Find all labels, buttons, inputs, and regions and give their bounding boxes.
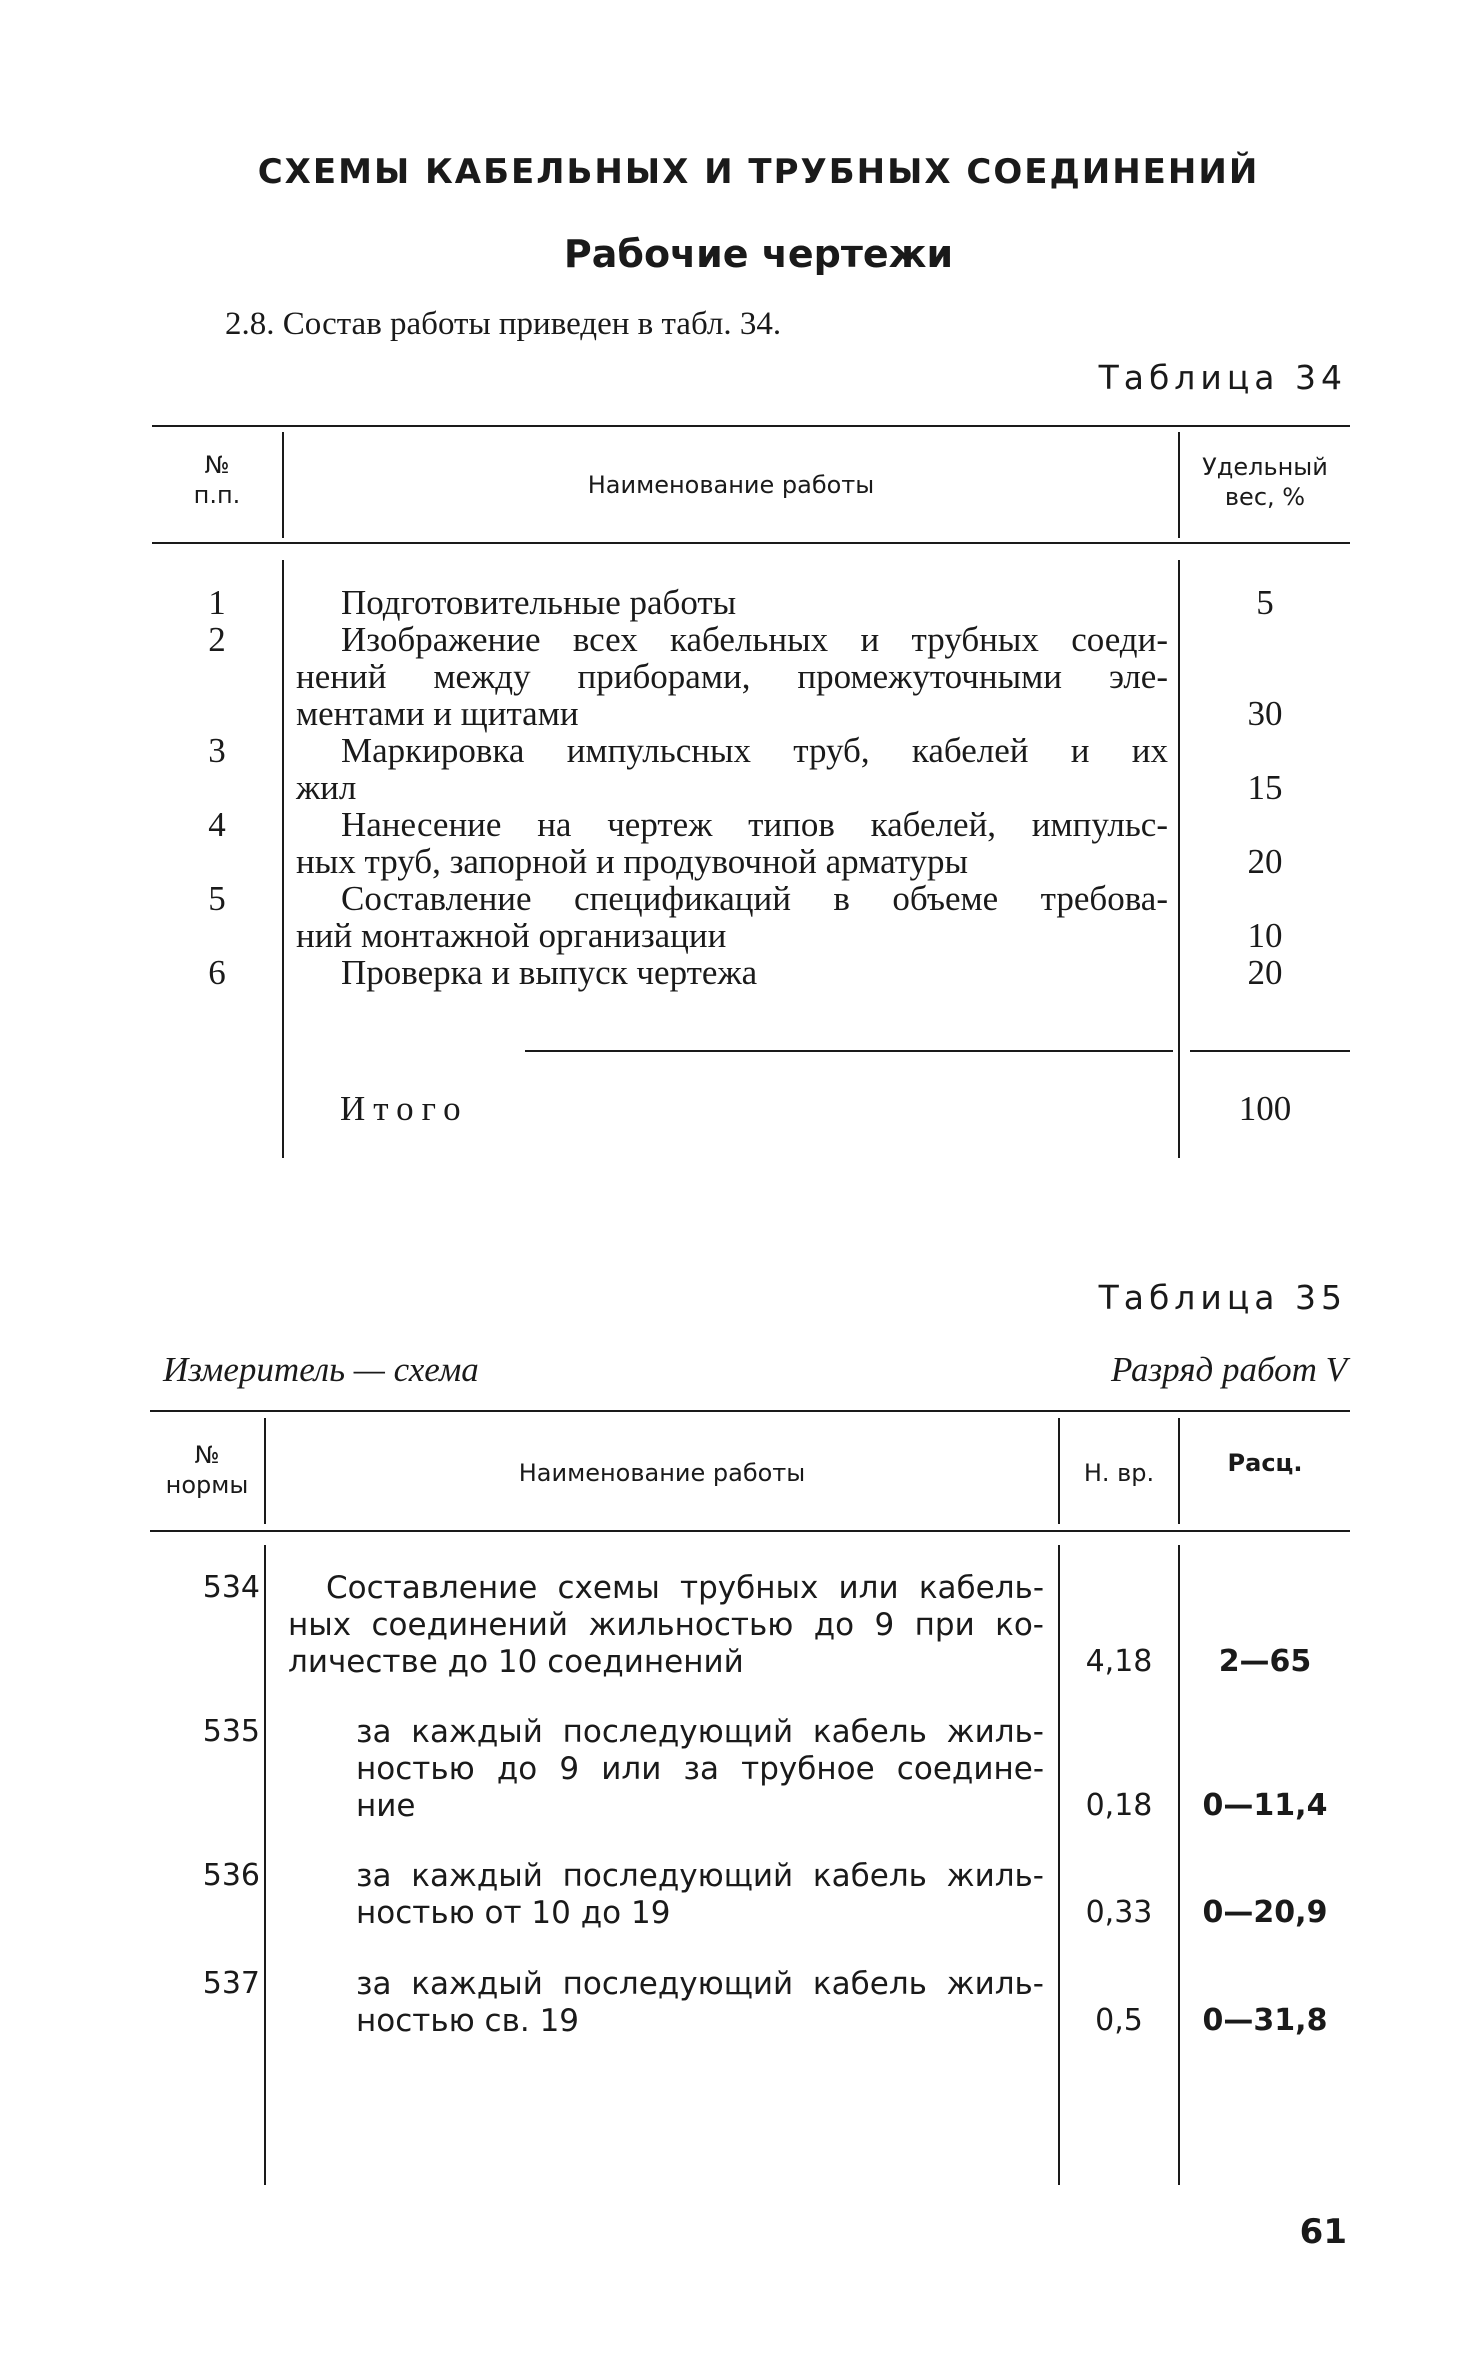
table35-header-time: Н. вр. (1083, 1459, 1155, 1487)
table35-body-divider (1058, 1545, 1060, 2185)
table34-top-rule (152, 425, 1350, 427)
table34-header-rule (152, 542, 1350, 544)
table34-row-num: 3 (208, 731, 226, 770)
table35-header-rate: Расц. (1227, 1449, 1303, 1477)
table34-row-text: Проверка и выпуск чертежа (341, 953, 758, 992)
table35-header-rule (150, 1530, 1350, 1532)
table34-row-text: ний монтажной организации (296, 916, 727, 955)
table34-body-divider (282, 560, 284, 1158)
table34-row-text: ных труб, запорной и продувочной арматуры (296, 842, 969, 881)
table34-row-weight: 10 (1247, 916, 1283, 955)
table35-row-rate: 2—65 (1218, 1644, 1312, 1679)
page-subheading: Рабочие чертежи (563, 232, 954, 276)
table34-row-weight: 30 (1247, 694, 1283, 733)
table35-row-text: за каждый последующий кабель жиль- ностью до 9 или за трубное соедине- ние (356, 1714, 1044, 1824)
table35-row-num: 534 (202, 1570, 260, 1605)
table35-row-num: 537 (202, 1966, 260, 2001)
table34-total-rule (1190, 1050, 1350, 1052)
table35-row-num: 536 (202, 1858, 260, 1893)
table34-row-weight: 20 (1247, 842, 1283, 881)
table34-row-text: Подготовительные работы (341, 583, 737, 622)
table34-row-weight: 5 (1256, 583, 1274, 622)
table35-row-text: за каждый последующий кабель жиль- ностью от 10 до 19 (356, 1858, 1044, 1931)
table34-header-name: Наименование работы (587, 471, 875, 499)
table34-row-text: жил (296, 768, 357, 807)
table34-row-text: Нанесение на чертеж типов кабелей, импульс- (341, 805, 1168, 844)
table34-header-weight: Удельный вес, % (1202, 453, 1328, 511)
table34-header-num: № п.п. (193, 451, 241, 509)
table35-measure: Измеритель — схема (163, 1350, 479, 1389)
table34-row-text: Составление спецификаций в объеме требова- (341, 879, 1168, 918)
table35-top-rule (150, 1410, 1350, 1412)
table35-header-num: № нормы (165, 1441, 249, 1499)
table34-row-num: 4 (208, 805, 226, 844)
table35-row-text: Составление схемы трубных или кабель- ных соединений жильностью до 9 при ко- личестве до 10 соединений (288, 1570, 1044, 1680)
table34-row-num: 1 (208, 583, 226, 622)
table34-total-rule (525, 1050, 1173, 1052)
table34-row-text: Маркировка импульсных труб, кабелей и их (341, 731, 1168, 770)
page-number: 61 (1299, 2212, 1347, 2252)
table34-row-num: 6 (208, 953, 226, 992)
table34-total-value: 100 (1238, 1089, 1292, 1128)
table35-body-divider (1178, 1545, 1180, 2185)
table34-row-num: 5 (208, 879, 226, 918)
table35-row-text: за каждый последующий кабель жиль- ностью св. 19 (356, 1966, 1044, 2039)
table34-row-text: Изображение всех кабельных и трубных соеди- (341, 620, 1168, 659)
intro-paragraph: 2.8. Состав работы приведен в табл. 34. (225, 306, 782, 342)
table35-row-rate: 0—11,4 (1202, 1788, 1328, 1823)
table34-name-column (296, 584, 1168, 991)
table34-caption: Таблица 34 (1098, 358, 1347, 397)
table35-body-divider (264, 1545, 266, 2185)
table35-caption: Таблица 35 (1098, 1278, 1347, 1317)
table35-header-name: Наименование работы (518, 1459, 806, 1487)
table35-row-time: 0,33 (1085, 1895, 1153, 1930)
table35-row-time: 0,18 (1085, 1788, 1153, 1823)
table35-row-time: 4,18 (1085, 1644, 1153, 1679)
table34-row-text: ментами и щитами (296, 694, 579, 733)
table35-row-time: 0,5 (1095, 2003, 1143, 2038)
page-heading: СХЕМЫ КАБЕЛЬНЫХ И ТРУБНЫХ СОЕДИНЕНИЙ (257, 152, 1260, 192)
table35-row-rate: 0—20,9 (1202, 1895, 1328, 1930)
table34-total-label: Итого (340, 1089, 469, 1128)
table34-row-weight: 15 (1247, 768, 1283, 807)
table35-row-rate: 0—31,8 (1202, 2003, 1328, 2038)
table35-row-num: 535 (202, 1714, 260, 1749)
table34-row-num: 2 (208, 620, 226, 659)
table34-row-text: нений между приборами, промежуточными эле- (296, 657, 1168, 696)
table34-row-weight: 20 (1247, 953, 1283, 992)
table35-grade: Разряд работ V (1110, 1350, 1347, 1389)
